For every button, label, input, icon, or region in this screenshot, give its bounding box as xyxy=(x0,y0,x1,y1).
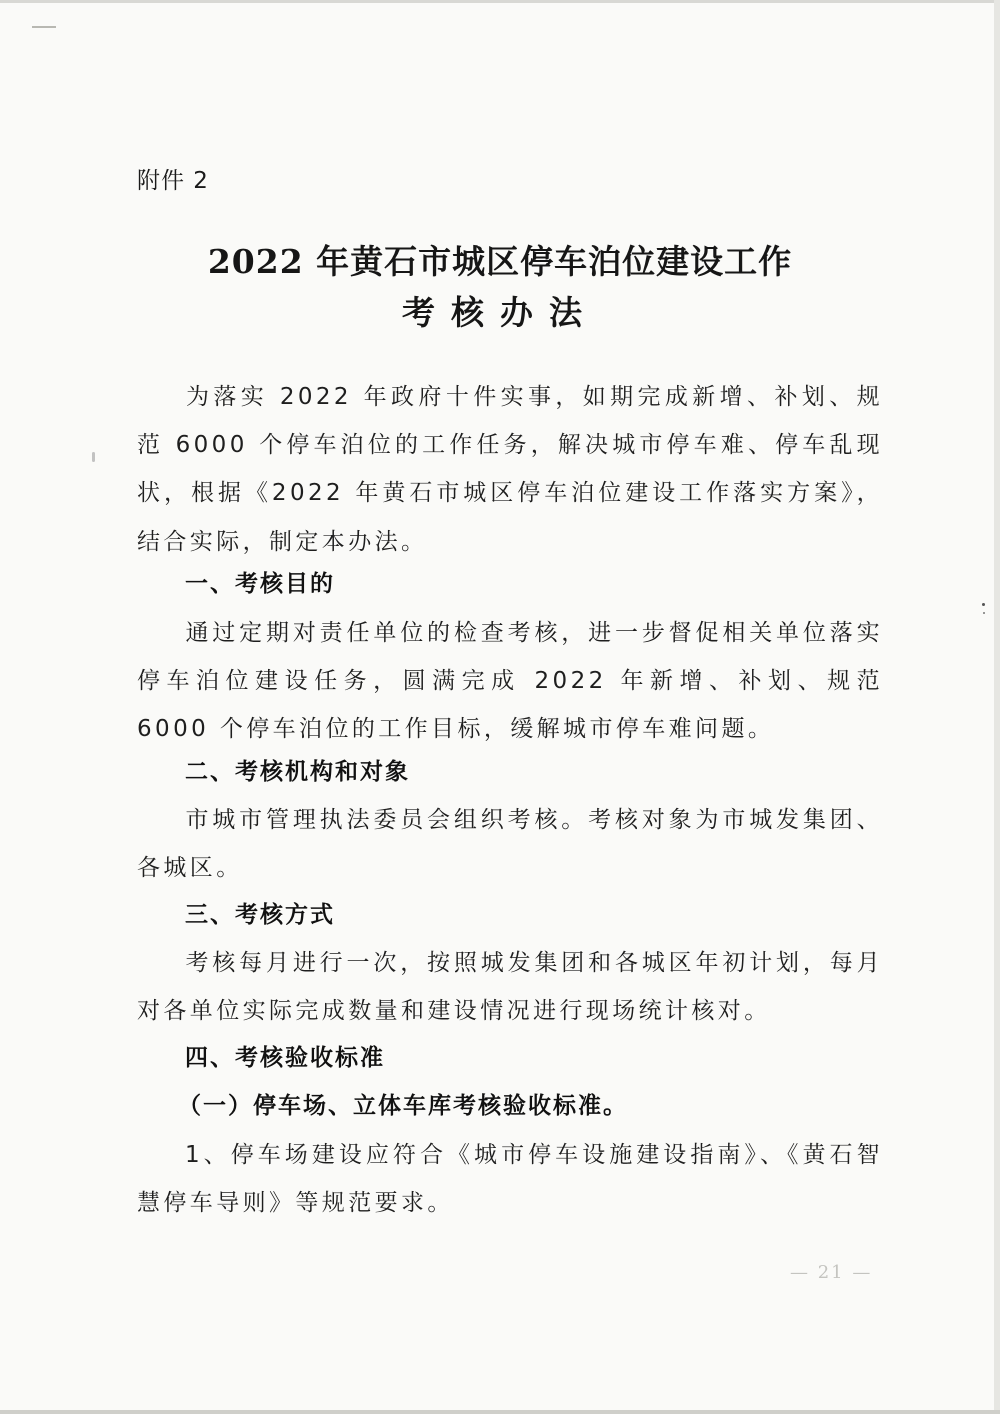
intro-text: 为落实 2022 年政府十件实事，如期完成新增、补划、规范 6000 个停车泊位的工作任务，解决城市停车难、停车乱现状，根据《2022 年黄石市城区停车泊位建设工作落实方案》，结合实际，制定本办法。 xyxy=(137,384,883,555)
attachment-label: 附件 2 xyxy=(137,168,209,194)
document-title-line-1: 2022 年黄石市城区停车泊位建设工作 xyxy=(207,242,793,281)
section-heading-criteria: 四、考核验收标准 xyxy=(185,1045,385,1071)
criteria-item-1 xyxy=(137,1131,883,1227)
organization-paragraph xyxy=(137,796,883,892)
scan-artifact xyxy=(92,452,95,462)
scan-artifact xyxy=(32,26,56,28)
document-title-line-2: 考核办法 xyxy=(402,293,598,332)
method-paragraph xyxy=(137,939,883,1035)
organization-text: 市城市管理执法委员会组织考核。考核对象为市城发集团、各城区。 xyxy=(137,807,883,882)
section-heading-purpose: 一、考核目的 xyxy=(185,571,335,597)
scan-artifact xyxy=(983,612,985,614)
subheading-parking-lots: （一）停车场、立体车库考核验收标准。 xyxy=(178,1093,628,1119)
scan-edge-right xyxy=(994,0,1000,1414)
scan-edge-bottom xyxy=(0,1410,1000,1414)
intro-paragraph xyxy=(137,373,883,566)
section-heading-method: 三、考核方式 xyxy=(185,902,335,928)
scan-edge-top xyxy=(0,0,1000,3)
criteria-item-1-text: 1、停车场建设应符合《城市停车设施建设指南》、《黄石智慧停车导则》等规范要求。 xyxy=(137,1142,883,1217)
purpose-text: 通过定期对责任单位的检查考核，进一步督促相关单位落实停车泊位建设任务，圆满完成 2022 年新增、补划、规范 6000 个停车泊位的工作目标，缓解城市停车难问题。 xyxy=(137,620,883,743)
scan-artifact xyxy=(982,603,985,606)
page-number: — 21 — xyxy=(790,1262,873,1283)
section-heading-organization: 二、考核机构和对象 xyxy=(185,759,410,785)
method-text: 考核每月进行一次，按照城发集团和各城区年初计划，每月对各单位实际完成数量和建设情况进行现场统计核对。 xyxy=(137,950,883,1025)
purpose-paragraph xyxy=(137,609,883,754)
